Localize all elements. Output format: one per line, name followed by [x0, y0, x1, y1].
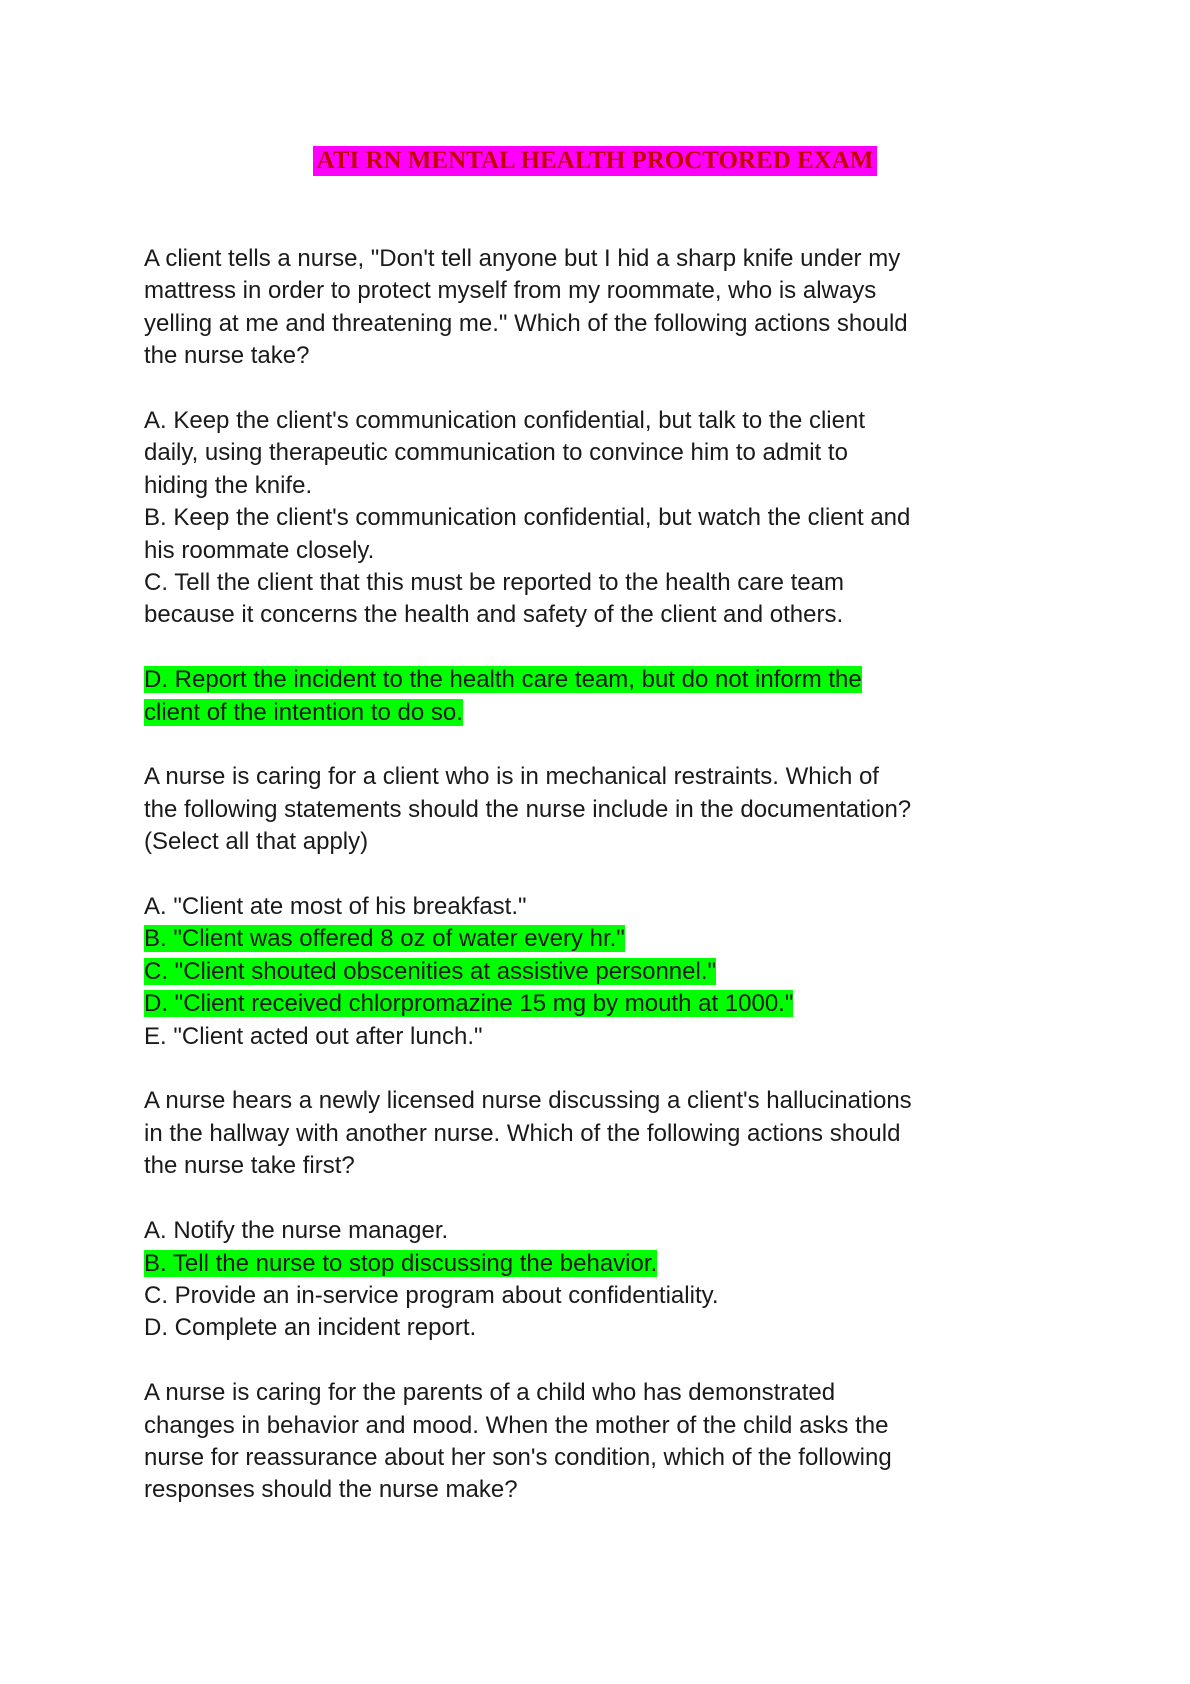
question-3-option-c: C. Provide an in-service program about confidentiality.: [144, 1281, 719, 1309]
spacer: [144, 729, 1064, 761]
spacer: [144, 373, 1064, 405]
text-line: A nurse is caring for the parents of a child who has demonstrated: [144, 1379, 836, 1407]
question-3-options: [144, 1215, 1064, 1345]
text-line: daily, using therapeutic communication to convince him to admit to: [144, 439, 848, 467]
spacer: [144, 1345, 1064, 1377]
question-4-stem: [144, 1377, 1064, 1507]
question-3-option-a: A. Notify the nurse manager.: [144, 1217, 449, 1245]
document-title: ATI RN MENTAL HEALTH PROCTORED EXAM: [313, 146, 878, 176]
spacer: [144, 859, 1064, 891]
text-line: hiding the knife.: [144, 471, 313, 499]
spacer: [144, 1053, 1064, 1085]
title-container: [0, 146, 1190, 176]
question-2-option-d-answer: D. "Client received chlorpromazine 15 mg by mouth at 1000.": [144, 990, 794, 1018]
question-1-option-a: [144, 405, 1064, 502]
text-line: responses should the nurse make?: [144, 1476, 518, 1504]
text-line: mattress in order to protect myself from my roommate, who is always: [144, 277, 877, 305]
text-line: the following statements should the nurse include in the documentation?: [144, 795, 912, 823]
text-line: A nurse hears a newly licensed nurse discussing a client's hallucinations: [144, 1087, 912, 1115]
document-body: [144, 243, 1064, 1507]
text-line: nurse for reassurance about her son's condition, which of the following: [144, 1443, 892, 1471]
spacer: [144, 1183, 1064, 1215]
text-line: in the hallway with another nurse. Which of the following actions should: [144, 1119, 901, 1147]
highlighted-answer-text: client of the intention to do so.: [144, 698, 463, 726]
question-1-option-d-answer: [144, 664, 1064, 729]
text-line: B. Keep the client's communication confidential, but watch the client and: [144, 504, 911, 532]
question-3-option-d: D. Complete an incident report.: [144, 1314, 477, 1342]
spacer: [144, 632, 1064, 664]
question-3-option-b-answer: B. Tell the nurse to stop discussing the behavior.: [144, 1249, 658, 1277]
question-2-stem: [144, 761, 1064, 858]
text-line: because it concerns the health and safety of the client and others.: [144, 601, 844, 629]
text-line: the nurse take first?: [144, 1152, 355, 1180]
text-line: A client tells a nurse, "Don't tell anyone but I hid a sharp knife under my: [144, 245, 901, 272]
text-line: A. Keep the client's communication confidential, but talk to the client: [144, 407, 865, 435]
question-2-option-a: A. "Client ate most of his breakfast.": [144, 893, 527, 921]
question-1-stem: [144, 243, 1064, 373]
question-1-option-b: [144, 502, 1064, 567]
question-2-options: [144, 891, 1064, 1053]
text-line: C. Tell the client that this must be reported to the health care team: [144, 569, 844, 597]
question-1-option-c: [144, 567, 1064, 632]
question-2-option-c-answer: C. "Client shouted obscenities at assistive personnel.": [144, 957, 717, 985]
text-line: changes in behavior and mood. When the mother of the child asks the: [144, 1411, 889, 1439]
text-line: his roommate closely.: [144, 536, 375, 564]
question-3-stem: [144, 1085, 1064, 1182]
text-line: (Select all that apply): [144, 828, 369, 856]
text-line: A nurse is caring for a client who is in mechanical restraints. Which of: [144, 763, 879, 791]
question-2-option-b-answer: B. "Client was offered 8 oz of water every hr.": [144, 925, 625, 953]
text-line: yelling at me and threatening me." Which of the following actions should: [144, 309, 908, 337]
text-line: the nurse take?: [144, 342, 310, 370]
highlighted-answer-text: D. Report the incident to the health care team, but do not inform the: [144, 666, 862, 694]
question-2-option-e: E. "Client acted out after lunch.": [144, 1022, 483, 1050]
